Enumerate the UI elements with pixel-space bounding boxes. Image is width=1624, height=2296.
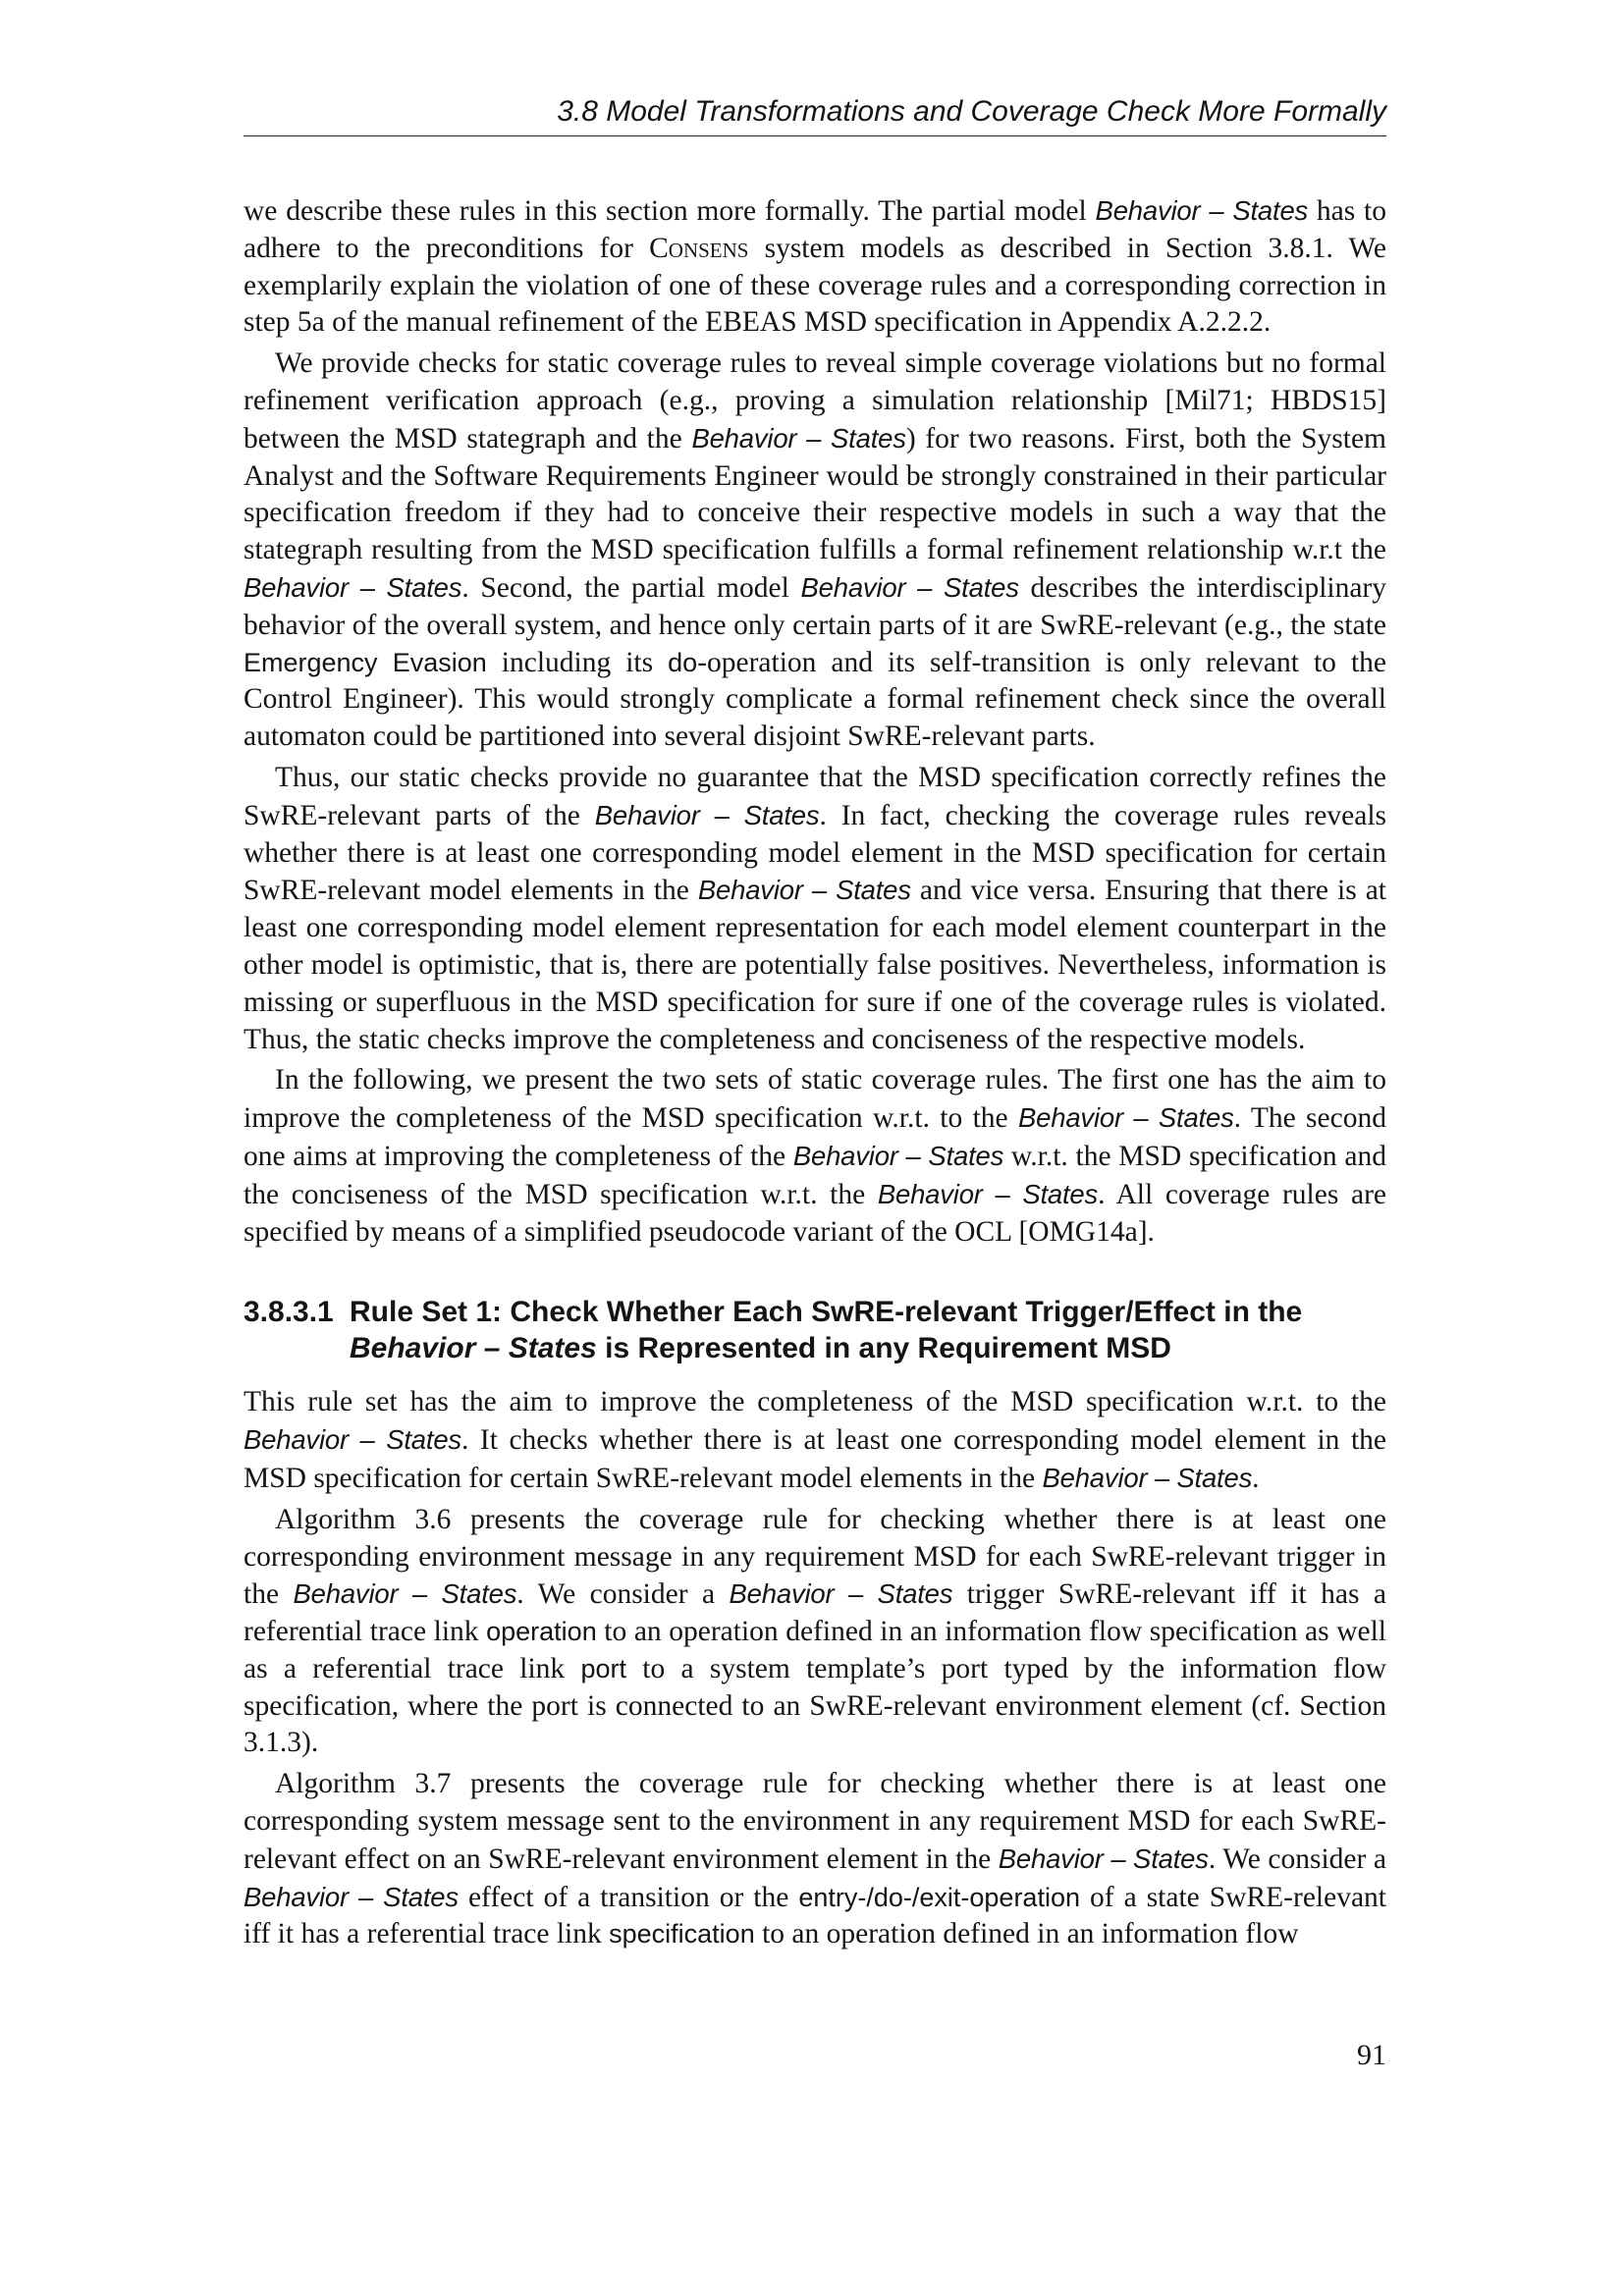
term-entry-do-exit: entry-/do-/exit-operation — [798, 1882, 1080, 1912]
term-behavior-states: Behavior – States — [293, 1578, 517, 1610]
term-consens: Consens — [649, 232, 749, 264]
running-header: 3.8 Model Transformations and Coverage Check More Formally — [557, 95, 1386, 128]
paragraph-7: Algorithm 3.7 presents the coverage rule for checking whether there is at least one corresponding system message sent to the environment in any requirement MSD for each SwRE-relevant effect on an SwRE-relevant environment element in the Behavior – States. We consider a Behavior – States effect of a transition or the entry-/do-/exit-operation of a state SwRE-relevant iff it has a referential trace link specification to an operation defined in an information flow — [244, 1768, 1386, 1950]
page-number: 91 — [1357, 2039, 1386, 2071]
term-behavior-states: Behavior – States — [1095, 195, 1309, 226]
term-behavior-states: Behavior – States — [594, 799, 820, 830]
term-emergency-evasion: Emergency Evasion — [244, 647, 487, 677]
term-behavior-states: Behavior – States — [800, 571, 1019, 603]
term-do: do — [668, 647, 698, 677]
term-behavior-states: Behavior – States — [729, 1578, 953, 1610]
term-behavior-states: Behavior – States — [697, 875, 911, 906]
term-behavior-states: Behavior – States — [1042, 1462, 1253, 1493]
term-behavior-states: Behavior – States — [350, 1332, 597, 1365]
paragraph-1: we describe these rules in this section more formally. The partial model Behavior – States has to adhere to the preconditions for Consens system models as described in Section 3.8.1. We exemplarily explain the violation of one of these coverage rules and a corresponding correction in step 5a of the manual refinement of the EBEAS MSD specification in Appendix A.2.2.2. — [244, 195, 1386, 339]
term-behavior-states: Behavior – States — [1018, 1102, 1234, 1134]
paragraph-4: In the following, we present the two sets of static coverage rules. The first one has the aim to improve the completeness of the MSD specification w.r.t. to the Behavior – States. The second one aims at improving the completeness of the Behavior – States w.r.t. the MSD specification and the conciseness of the MSD specification w.r.t. the Behavior – States. All coverage rules are specified by means of a simplified pseudocode variant of the OCL [OMG14a]. — [244, 1064, 1386, 1248]
term-behavior-states: Behavior – States — [998, 1842, 1209, 1874]
term-behavior-states: Behavior – States — [244, 1424, 461, 1456]
subsection-title: Rule Set 1: Check Whether Each SwRE-relevant Trigger/Effect in the Behavior – States is Represented in any Requirement MSD — [350, 1296, 1303, 1365]
body-text — [244, 192, 1386, 1953]
term-behavior-states: Behavior – States — [691, 422, 906, 454]
paragraph-3: Thus, our static checks provide no guarantee that the MSD specification correctly refines the SwRE-relevant parts of the Behavior – States. In fact, checking the coverage rules reveals whether there is at least one corresponding model element in the MSD specification for certain SwRE-relevant model elements in the Behavior – States and vice versa. Ensuring that there is at least one corresponding model element representation for each model element counterpart in the other model is optimistic, that is, there are potentially false positives. Nevertheless, information is missing or superfluous in the MSD specification for sure if one of the coverage rules is violated. Thus, the static checks improve the completeness and conciseness of the respective models. — [244, 761, 1386, 1055]
term-behavior-states: Behavior – States — [792, 1140, 1004, 1171]
term-behavior-states: Behavior – States — [877, 1178, 1099, 1209]
term-specification: specification — [609, 1919, 755, 1949]
header-rule — [244, 135, 1386, 136]
term-behavior-states: Behavior – States — [244, 1881, 459, 1912]
term-port: port — [580, 1653, 626, 1683]
paragraph-2: We provide checks for static coverage rules to reveal simple coverage violations but no formal refinement verification approach (e.g., proving a simulation relationship [Mil71; HBDS15] between the MSD stategraph and the Behavior – States) for two reasons. First, both the System Analyst and the Software Requirements Engineer would be strongly constrained in their particular specification freedom if they had to conceive their respective models in such a way that the stategraph resulting from the MSD specification fulfills a formal refinement relationship w.r.t the Behavior – States. Second, the partial model Behavior – States describes the interdisciplinary behavior of the overall system, and hence only certain parts of it are SwRE-relevant (e.g., the state Emergency Evasion including its do-operation and its self-transition is only relevant to the Control Engineer). This would strongly complicate a formal refinement check since the overall automaton could be partitioned into several disjoint SwRE-relevant parts. — [244, 347, 1386, 753]
term-behavior-states: Behavior – States — [244, 571, 462, 603]
subsection-number: 3.8.3.1 — [244, 1296, 334, 1329]
subsection-heading — [244, 1294, 1386, 1366]
paragraph-5: This rule set has the aim to improve the completeness of the MSD specification w.r.t. to the Behavior – States. It checks whether there is at least one corresponding model element in the MSD specification for certain SwRE-relevant model elements in the Behavior – States. — [244, 1386, 1386, 1494]
term-operation: operation — [486, 1617, 597, 1647]
paragraph-6: Algorithm 3.6 presents the coverage rule for checking whether there is at least one corresponding environment message in any requirement MSD for each SwRE-relevant trigger in the Behavior – States. We consider a Behavior – States trigger SwRE-relevant iff it has a referential trace link operation to an operation defined in an information flow specification as well as a referential trace link port to a system template’s port typed by the information flow specification, where the port is connected to an SwRE-relevant environment element (cf. Section 3.1.3). — [244, 1503, 1386, 1759]
